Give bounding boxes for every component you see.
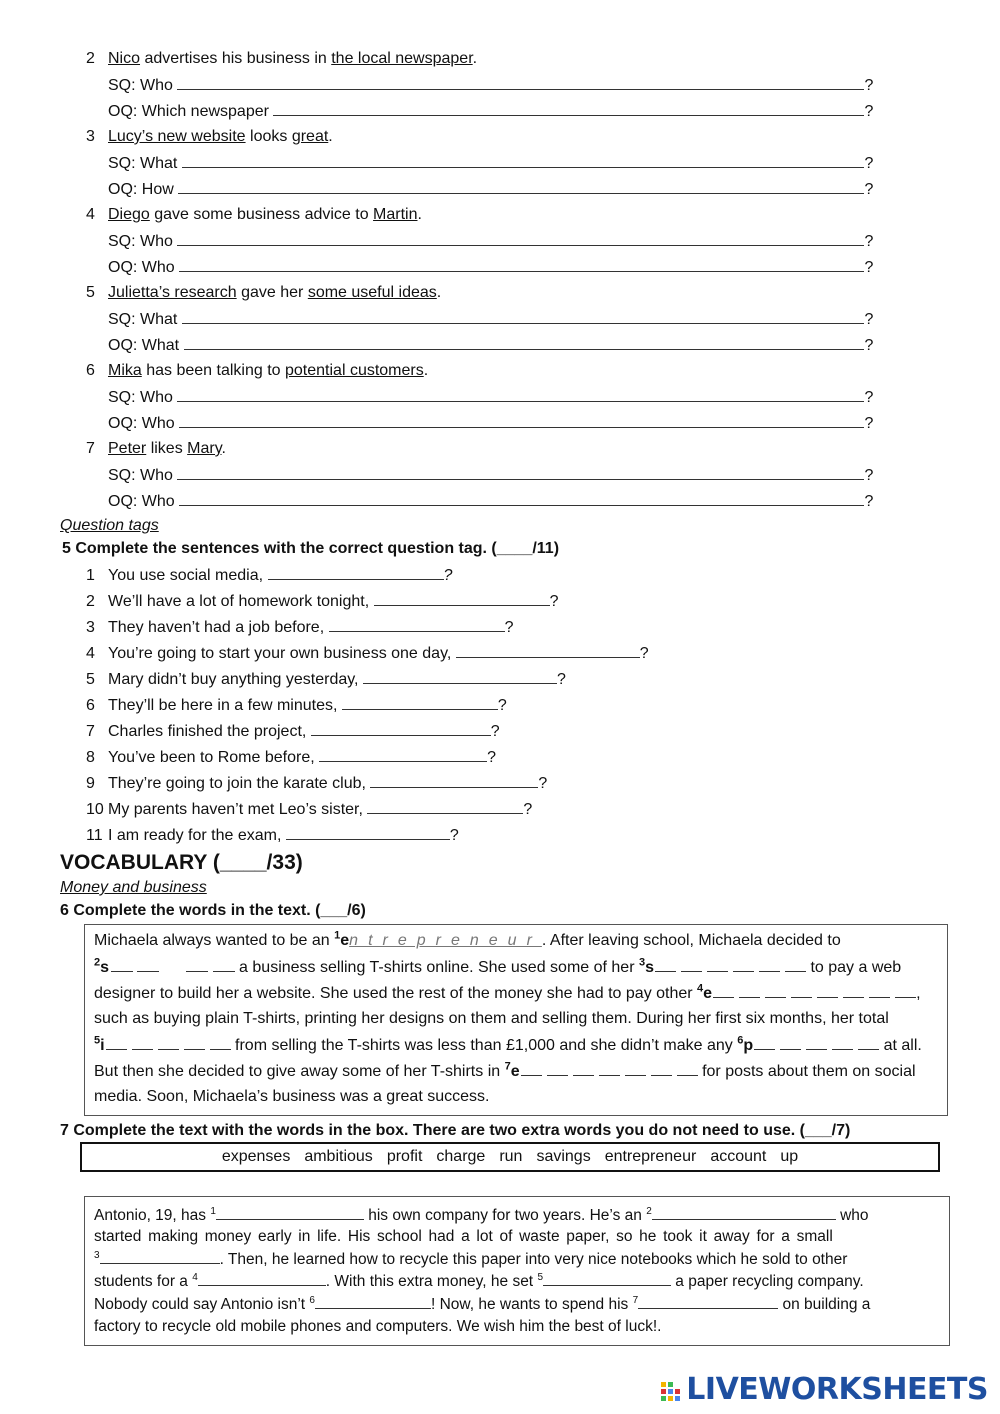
letter-blanks[interactable]: [712, 985, 916, 1002]
gap-7-blank[interactable]: [638, 1294, 778, 1309]
letter-blank[interactable]: [806, 1035, 827, 1050]
money-business-subheading: Money and business: [60, 879, 207, 896]
question-mark: ?: [864, 337, 874, 354]
answer-blank[interactable]: [178, 179, 864, 194]
word-box-item: run: [499, 1148, 523, 1165]
liveworksheets-logo: [660, 1372, 988, 1407]
subject-question-label: SQ: Who: [108, 467, 173, 484]
letter-blank[interactable]: [780, 1035, 801, 1050]
question-mark: ?: [864, 415, 874, 432]
letter-blanks[interactable]: [753, 1037, 879, 1054]
letter-blanks[interactable]: [105, 1037, 231, 1054]
question-mark: ?: [449, 827, 459, 844]
ex6-text: designer to build her a website. She used the rest of the money she had to pay other: [94, 985, 698, 1002]
gap-first-letter: i: [100, 1037, 105, 1054]
letter-blank[interactable]: [707, 957, 728, 972]
letter-blank[interactable]: [733, 957, 754, 972]
sentence-text: You use social media,: [108, 567, 264, 584]
ex4-item: [86, 361, 428, 381]
item-number: 7: [86, 440, 95, 457]
letter-blank[interactable]: [158, 1035, 179, 1050]
word-box-item: savings: [536, 1148, 591, 1165]
object-question-row: [108, 257, 873, 278]
question-mark: ?: [639, 645, 649, 662]
sentence-part: gave some business advice to: [149, 206, 374, 223]
word-box-item: charge: [436, 1148, 486, 1165]
question-tag-item: [86, 643, 649, 664]
question-tag-item: [86, 591, 559, 612]
letter-blanks[interactable]: [520, 1063, 698, 1080]
question-mark: ?: [556, 671, 566, 688]
ex6-text: Michaela always wanted to be an: [94, 932, 335, 949]
logo-icon: [660, 1378, 682, 1404]
letter-blank[interactable]: [739, 983, 760, 998]
question-tag-item: [86, 799, 532, 820]
question-mark: ?: [487, 749, 497, 766]
question-mark: ?: [549, 593, 559, 610]
question-tag-item: [86, 721, 500, 742]
object-question-row: [108, 413, 873, 434]
gap-number: 3: [638, 956, 646, 969]
question-mark: ?: [864, 467, 874, 484]
letter-blank[interactable]: [858, 1035, 879, 1050]
item-number: 5: [86, 284, 95, 301]
ex4-item: [86, 49, 477, 69]
ex6-line-1: [94, 931, 841, 951]
sentence-part: advertises his business in: [140, 50, 332, 67]
subject-question-row: [108, 231, 873, 252]
sentence-text: They haven’t had a job before,: [108, 619, 325, 636]
object-question-label: OQ: Who: [108, 493, 175, 510]
ex6-text: for posts about them on social: [697, 1063, 916, 1080]
ex7-text: Antonio, 19, has: [94, 1207, 211, 1224]
tag-answer-blank[interactable]: [370, 773, 538, 788]
subject-question-row: [108, 387, 873, 408]
question-mark: ?: [523, 801, 533, 818]
word-box: [80, 1142, 940, 1172]
letter-blank[interactable]: [677, 1061, 698, 1076]
ex7-line-6: factory to recycle old mobile phones and computers. We wish him the best of luck!.: [94, 1318, 662, 1335]
subject-question-label: SQ: What: [108, 311, 178, 328]
letter-blank[interactable]: [655, 957, 676, 972]
ex4-item: [86, 127, 333, 147]
ex7-line-4: [94, 1271, 864, 1292]
ex7-text: ! Now, he wants to spend his: [430, 1296, 633, 1313]
question-mark: ?: [864, 259, 874, 276]
gap-2-blank[interactable]: [652, 1205, 836, 1220]
tag-answer-blank[interactable]: [268, 565, 444, 580]
answer-blank[interactable]: [177, 75, 864, 90]
item-number: 4: [86, 645, 95, 662]
gap-first-letter: e: [340, 932, 350, 949]
question-tags-subheading: Question tags: [60, 517, 159, 534]
gap-1-blank[interactable]: [216, 1205, 364, 1220]
sentence-text: You’re going to start your own business one day,: [108, 645, 452, 662]
letter-blank[interactable]: [521, 1061, 542, 1076]
gap-number: 2: [646, 1205, 652, 1217]
sentence-part: likes: [146, 440, 188, 457]
ex7-text: . With this extra money, he set: [325, 1273, 538, 1290]
word-box-item: entrepreneur: [604, 1148, 697, 1165]
gap-6-blank[interactable]: [315, 1294, 431, 1309]
question-mark: ?: [538, 775, 548, 792]
letter-blank[interactable]: [599, 1061, 620, 1076]
letter-blank[interactable]: [186, 957, 208, 972]
letter-blank[interactable]: [817, 983, 838, 998]
tag-answer-blank[interactable]: [329, 617, 505, 632]
letter-blank[interactable]: [184, 1035, 205, 1050]
question-mark: ?: [864, 155, 874, 172]
item-number: 2: [86, 593, 95, 610]
gap-number: 2: [94, 956, 101, 969]
letter-blanks[interactable]: [654, 959, 806, 976]
sentence-part: some useful ideas: [307, 284, 437, 301]
letter-blank[interactable]: [895, 983, 916, 998]
gap-first-letter: p: [743, 1037, 754, 1054]
tag-answer-blank[interactable]: [456, 643, 640, 658]
subject-question-row: [108, 465, 873, 486]
logo-text: LIVEWORKSHEETS: [686, 1372, 988, 1407]
ex7-text: Nobody could say Antonio isn’t: [94, 1296, 310, 1313]
sentence-part: Lucy’s new website: [108, 128, 246, 145]
gap-first-letter: s: [645, 959, 655, 976]
answer-blank[interactable]: [182, 153, 865, 168]
gap-number: 5: [94, 1034, 101, 1047]
letter-blank[interactable]: [547, 1061, 568, 1076]
gap-number: 1: [210, 1205, 216, 1217]
exercise-5-heading: 5 Complete the sentences with the correct question tag. (____/11): [62, 540, 560, 557]
tag-answer-blank[interactable]: [286, 825, 450, 840]
answer-blank[interactable]: [179, 257, 864, 272]
question-tag-item: [86, 773, 547, 794]
answer-blank[interactable]: [273, 101, 864, 116]
letter-blank[interactable]: [785, 957, 806, 972]
answer-blank[interactable]: [177, 387, 864, 402]
ex6-text: from selling the T-shirts was less than £1,000 and she didn’t make any: [230, 1037, 738, 1054]
answer-blank[interactable]: [179, 413, 864, 428]
letter-blank[interactable]: [137, 957, 159, 972]
sentence-part: .: [472, 50, 478, 67]
sentence-part: Martin: [373, 206, 418, 223]
ex7-text: who: [835, 1207, 869, 1224]
letter-blank[interactable]: [651, 1061, 672, 1076]
subject-question-label: SQ: Who: [108, 77, 173, 94]
object-question-label: OQ: Who: [108, 415, 175, 432]
ex6-text: at all.: [879, 1037, 922, 1054]
question-mark: ?: [864, 77, 874, 94]
item-number: 9: [86, 775, 95, 792]
ex6-line-3: [94, 983, 921, 1004]
ex7-line-2: started making money early in life. His school had a lot of waste paper, so he took it away for a small: [94, 1228, 833, 1245]
sentence-text: My parents haven’t met Leo’s sister,: [108, 801, 363, 818]
gap-4-blank[interactable]: [198, 1271, 326, 1286]
gap-number: 4: [697, 982, 704, 995]
ex6-text: ,: [916, 985, 921, 1002]
subject-question-row: [108, 75, 873, 96]
sentence-text: I am ready for the exam,: [108, 827, 282, 844]
sentence-text: You’ve been to Rome before,: [108, 749, 315, 766]
letter-blank[interactable]: [625, 1061, 646, 1076]
word-box-item: expenses: [221, 1148, 291, 1165]
answer-blank[interactable]: [182, 309, 865, 324]
question-mark: ?: [504, 619, 514, 636]
question-tag-item: [86, 565, 452, 586]
letter-blank[interactable]: [681, 957, 702, 972]
sentence-part: .: [423, 362, 429, 379]
question-mark: ?: [864, 103, 874, 120]
gap-first-letter: e: [703, 985, 713, 1002]
question-mark: ?: [864, 389, 874, 406]
item-number: 4: [86, 206, 95, 223]
question-mark: ?: [443, 567, 453, 584]
gap-number: 5: [537, 1271, 543, 1283]
question-mark: ?: [864, 311, 874, 328]
question-mark: ?: [864, 233, 874, 250]
object-question-row: [108, 491, 873, 512]
gap-5-blank[interactable]: [543, 1271, 671, 1286]
ex6-text: . After leaving school, Michaela decided to: [541, 932, 841, 949]
ex6-line-7: media. Soon, Michaela’s business was a great success.: [94, 1088, 490, 1105]
letter-blank[interactable]: [765, 983, 786, 998]
letter-blank[interactable]: [213, 957, 235, 972]
question-mark: ?: [864, 493, 874, 510]
ex7-line-3: [94, 1249, 847, 1270]
letter-blank[interactable]: [132, 1035, 153, 1050]
letter-blank[interactable]: [573, 1061, 594, 1076]
gap-number: 6: [737, 1034, 744, 1047]
gap-3-blank[interactable]: [100, 1249, 220, 1264]
question-tag-item: [86, 617, 514, 638]
sentence-part: Mary: [187, 440, 222, 457]
item-number: 6: [86, 697, 95, 714]
gap-first-letter: s: [100, 959, 110, 976]
sentence-text: Mary didn’t buy anything yesterday,: [108, 671, 359, 688]
ex7-text: on building a: [778, 1296, 871, 1313]
object-question-label: OQ: What: [108, 337, 180, 354]
gap-number: 6: [309, 1294, 315, 1306]
object-question-label: OQ: How: [108, 181, 174, 198]
ex7-text: his own company for two years. He’s an: [363, 1207, 647, 1224]
object-question-row: [108, 335, 873, 356]
item-number: 3: [86, 128, 95, 145]
ex4-item: [86, 439, 226, 459]
sentence-part: Diego: [108, 206, 150, 223]
sentence-part: potential customers: [285, 362, 424, 379]
letter-blank[interactable]: [869, 983, 890, 998]
object-question-row: [108, 101, 873, 122]
ex7-text: . Then, he learned how to recycle this paper into very nice notebooks which he sold to other: [219, 1251, 848, 1268]
item-number: 2: [86, 50, 95, 67]
sentence-part: .: [221, 440, 226, 457]
sentence-part: looks: [245, 128, 292, 145]
sentence-part: .: [436, 284, 442, 301]
question-tag-item: [86, 695, 507, 716]
ex6-text: to pay a web: [806, 959, 902, 976]
ex6-line-2: [94, 957, 901, 978]
sentence-part: has been talking to: [141, 362, 285, 379]
exercise-7-heading: 7 Complete the text with the words in the box. There are two extra words you do not need to use. (___/7): [60, 1122, 851, 1139]
question-tag-item: [86, 747, 496, 768]
subject-question-label: SQ: Who: [108, 233, 173, 250]
question-mark: ?: [864, 181, 874, 198]
sentence-part: .: [328, 128, 333, 145]
exercise-6-heading: 6 Complete the words in the text. (___/6): [60, 902, 366, 919]
item-number: 5: [86, 671, 95, 688]
gap-first-letter: e: [510, 1063, 520, 1080]
sentence-text: We’ll have a lot of homework tonight,: [108, 593, 370, 610]
letter-blank[interactable]: [791, 983, 812, 998]
ex4-item: [86, 205, 422, 225]
letter-blank[interactable]: [759, 957, 780, 972]
ex7-text: students for a: [94, 1273, 193, 1290]
item-number: 3: [86, 619, 95, 636]
item-number: 8: [86, 749, 95, 766]
question-mark: ?: [497, 697, 507, 714]
letter-blank[interactable]: [111, 957, 133, 972]
word-box-item: account: [710, 1148, 767, 1165]
tag-answer-blank[interactable]: [311, 721, 491, 736]
letter-blank[interactable]: [210, 1035, 231, 1050]
subject-question-label: SQ: What: [108, 155, 178, 172]
tag-answer-blank[interactable]: [374, 591, 550, 606]
answer-blank[interactable]: [184, 335, 865, 350]
gap-number: 7: [504, 1060, 511, 1073]
ex6-text: But then she decided to give away some of her T-shirts in: [94, 1063, 505, 1080]
letter-blank[interactable]: [843, 983, 864, 998]
tag-answer-blank[interactable]: [367, 799, 523, 814]
item-number: 7: [86, 723, 95, 740]
tag-answer-blank[interactable]: [319, 747, 487, 762]
ex6-line-6: [94, 1061, 916, 1082]
object-question-label: OQ: Who: [108, 259, 175, 276]
word-box-item: ambitious: [304, 1148, 373, 1165]
ex7-text: a paper recycling company.: [671, 1273, 864, 1290]
answer-blank[interactable]: [177, 231, 864, 246]
gap-number: 4: [192, 1271, 198, 1283]
ex6-text: a business selling T-shirts online. She used some of her: [234, 959, 639, 976]
subject-question-row: [108, 309, 873, 330]
item-number: 6: [86, 362, 95, 379]
vocabulary-title: VOCABULARY (____/33): [60, 851, 303, 874]
sentence-part: Julietta’s research: [108, 284, 237, 301]
subject-question-label: SQ: Who: [108, 389, 173, 406]
question-tag-item: [86, 669, 566, 690]
item-number: 1: [86, 567, 95, 584]
letter-blank[interactable]: [832, 1035, 853, 1050]
question-mark: ?: [490, 723, 500, 740]
sentence-text: Charles finished the project,: [108, 723, 307, 740]
item-number: 11: [86, 827, 103, 844]
sentence-text: They’re going to join the karate club,: [108, 775, 366, 792]
subject-question-row: [108, 153, 873, 174]
sentence-part: the local newspaper: [331, 50, 473, 67]
sentence-part: great: [291, 128, 329, 145]
word-box-item: up: [780, 1148, 799, 1165]
letter-blank[interactable]: [754, 1035, 775, 1050]
ex6-line-4: such as buying plain T-shirts, printing her designs on them and selling them. During her first six months, her total: [94, 1010, 889, 1027]
object-question-row: [108, 179, 873, 200]
sentence-part: .: [417, 206, 422, 223]
sentence-part: Mika: [108, 362, 142, 379]
tag-answer-blank[interactable]: [342, 695, 498, 710]
ex4-item: [86, 283, 441, 303]
sentence-text: They’ll be here in a few minutes,: [108, 697, 338, 714]
ex7-line-1: [94, 1205, 869, 1226]
sentence-part: gave her: [236, 284, 308, 301]
question-tag-item: [86, 825, 459, 846]
letter-blank[interactable]: [106, 1035, 127, 1050]
ex7-line-5: [94, 1294, 870, 1315]
gap-number: 1: [334, 929, 341, 942]
answer-blank[interactable]: [177, 465, 864, 480]
sentence-part: Nico: [108, 50, 141, 67]
answer-blank[interactable]: [179, 491, 864, 506]
sentence-part: Peter: [108, 440, 147, 457]
gap-number: 3: [94, 1249, 100, 1261]
word-box-item: profit: [386, 1148, 423, 1165]
object-question-label: OQ: Which newspaper: [108, 103, 269, 120]
ex6-line-5: [94, 1035, 922, 1056]
gap-number: 7: [632, 1294, 639, 1306]
item-number: 10: [86, 801, 104, 818]
letter-blank[interactable]: [713, 983, 734, 998]
example-answer: ntrepreneur: [349, 932, 542, 949]
tag-answer-blank[interactable]: [363, 669, 557, 684]
